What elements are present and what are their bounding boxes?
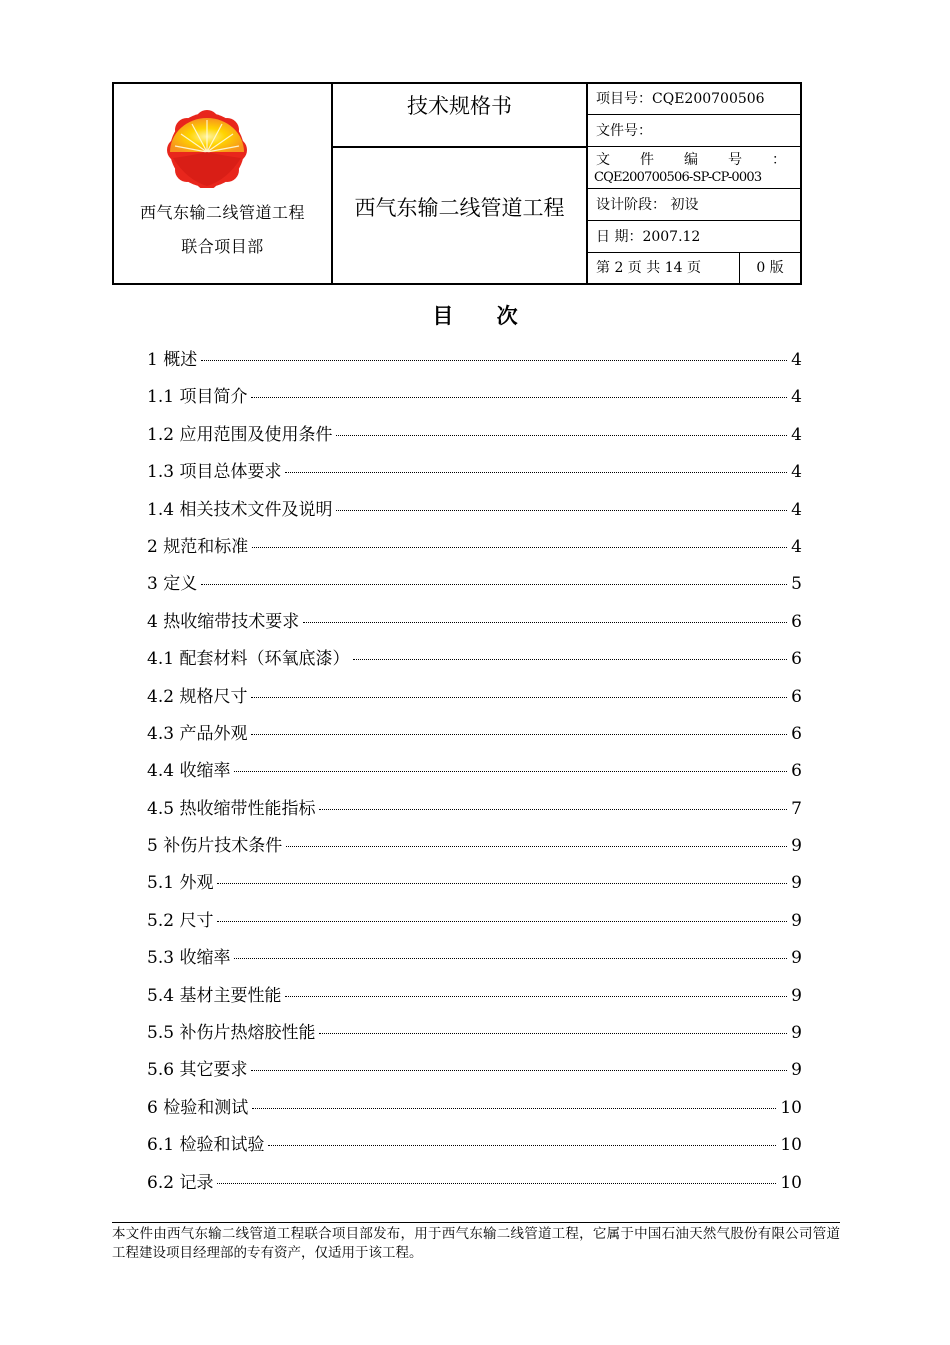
toc-entry-label: 4.4 收缩率	[147, 761, 231, 782]
document-info-cell	[588, 84, 800, 283]
toc-entry-page: 9	[791, 873, 802, 894]
toc-entry-page: 4	[791, 424, 802, 445]
page-info: 第 2 页 共 14 页	[588, 253, 740, 283]
toc-entry[interactable]	[147, 569, 802, 606]
toc-entry-page: 7	[791, 798, 802, 819]
toc-entry-label: 1.1 项目简介	[147, 387, 248, 408]
toc-leader-dots	[319, 1033, 787, 1034]
toc-entry-page: 4	[791, 350, 802, 370]
toc-leader-dots	[251, 697, 787, 698]
document-code-label: 文 件 编 号 ：	[596, 152, 786, 168]
organization-name: 西气东输二线管道工程	[139, 203, 305, 222]
toc-leader-dots	[336, 435, 787, 436]
toc-entry-label: 1.3 项目总体要求	[147, 462, 282, 483]
toc-entry-page: 6	[791, 649, 802, 670]
toc-entry-label: 4.1 配套材料（环氧底漆）	[147, 649, 350, 670]
toc-entry[interactable]	[147, 420, 802, 457]
toc-entry-label: 5.1 外观	[147, 873, 214, 894]
toc-leader-dots	[252, 1108, 776, 1109]
project-title: 西气东输二线管道工程	[354, 196, 565, 220]
toc-leader-dots	[285, 472, 787, 473]
toc-leader-dots	[285, 996, 787, 997]
toc-entry-page: 4	[791, 462, 802, 483]
toc-leader-dots	[319, 809, 787, 810]
footer-divider	[112, 1222, 840, 1223]
toc-entry-label: 5.5 补伤片热熔胶性能	[147, 1023, 316, 1044]
toc-entry-page: 4	[791, 536, 802, 557]
toc-entry-page: 9	[791, 948, 802, 969]
toc-entry-label: 1.4 相关技术文件及说明	[147, 499, 333, 520]
toc-entry-label: 2 规范和标准	[147, 536, 249, 557]
toc-entry-page: 9	[791, 1060, 802, 1081]
toc-entry[interactable]	[147, 868, 802, 905]
toc-leader-dots	[336, 510, 787, 511]
toc-entry[interactable]	[147, 794, 802, 831]
toc-entry-label: 1 概述	[147, 350, 198, 370]
petrochina-logo-icon	[165, 110, 249, 188]
toc-entry-page: 9	[791, 985, 802, 1006]
toc-leader-dots	[251, 1070, 787, 1071]
design-phase: 设计阶段： 初设	[588, 189, 800, 221]
toc-entry-label: 3 定义	[147, 574, 198, 595]
project-number: 项目号：CQE200700506	[588, 84, 800, 115]
toc-leader-dots	[286, 846, 787, 847]
toc-entry[interactable]	[147, 644, 802, 681]
document-code	[588, 147, 800, 189]
toc-leader-dots	[217, 921, 787, 922]
organization-unit: 联合项目部	[181, 237, 264, 256]
toc-entry-label: 4.3 产品外观	[147, 723, 248, 744]
toc-entry-page: 4	[791, 499, 802, 520]
toc-title: 目 次	[432, 303, 536, 328]
document-type: 技术规格书	[333, 84, 586, 148]
toc-entry-page: 6	[791, 686, 802, 707]
toc-entry[interactable]	[147, 981, 802, 1018]
toc-leader-dots	[234, 958, 787, 959]
toc-entry-page: 6	[791, 761, 802, 782]
toc-leader-dots	[234, 771, 787, 772]
toc-entry-page: 10	[780, 1172, 802, 1193]
toc-entry-label: 4.5 热收缩带性能指标	[147, 798, 316, 819]
toc-entry[interactable]	[147, 532, 802, 569]
toc-entry[interactable]	[147, 495, 802, 532]
page-version-row	[588, 253, 800, 283]
toc-entry-label: 5 补伤片技术条件	[147, 836, 283, 857]
toc-entry-page: 4	[791, 387, 802, 408]
toc-leader-dots	[252, 547, 787, 548]
toc-leader-dots	[217, 1183, 776, 1184]
toc-entry-label: 6.1 检验和试验	[147, 1135, 265, 1156]
toc-entry-label: 5.2 尺寸	[147, 910, 214, 931]
toc-entry-label: 1.2 应用范围及使用条件	[147, 424, 333, 445]
toc-entry-page: 9	[791, 836, 802, 857]
toc-entry-page: 5	[791, 574, 802, 595]
toc-entry-page: 6	[791, 723, 802, 744]
table-of-contents	[147, 345, 802, 1205]
toc-entry-label: 5.4 基材主要性能	[147, 985, 282, 1006]
toc-entry-label: 6.2 记录	[147, 1172, 214, 1193]
title-cell	[333, 84, 588, 283]
toc-entry[interactable]	[147, 906, 802, 943]
toc-entry-page: 10	[780, 1135, 802, 1156]
toc-entry[interactable]	[147, 457, 802, 494]
toc-leader-dots	[217, 883, 787, 884]
footer-notice: 本文件由西气东输二线管道工程联合项目部发布，用于西气东输二线管道工程，它属于中国石油天然气股份有限公司管道工程建设项目经理部的专有资产，仅适用于该工程。	[112, 1226, 840, 1261]
toc-entry[interactable]	[147, 1130, 802, 1167]
toc-leader-dots	[251, 734, 787, 735]
toc-entry[interactable]	[147, 719, 802, 756]
toc-entry[interactable]	[147, 756, 802, 793]
toc-entry[interactable]	[147, 831, 802, 868]
toc-entry[interactable]	[147, 682, 802, 719]
document-date: 日 期：2007.12	[588, 221, 800, 253]
toc-leader-dots	[201, 584, 787, 585]
toc-leader-dots	[201, 360, 787, 361]
toc-entry[interactable]	[147, 382, 802, 419]
toc-entry-page: 9	[791, 1023, 802, 1044]
toc-entry-label: 5.6 其它要求	[147, 1060, 248, 1081]
toc-entry-page: 6	[791, 611, 802, 632]
toc-entry[interactable]	[147, 345, 802, 382]
toc-leader-dots	[251, 397, 787, 398]
toc-leader-dots	[353, 659, 787, 660]
toc-entry[interactable]	[147, 1018, 802, 1055]
document-header-table	[112, 82, 802, 285]
toc-leader-dots	[303, 622, 787, 623]
toc-entry[interactable]	[147, 943, 802, 980]
toc-entry-label: 5.3 收缩率	[147, 948, 231, 969]
toc-entry-label: 6 检验和测试	[147, 1097, 249, 1118]
file-number: 文件号：	[588, 115, 800, 147]
document-code-value: CQE200700506-SP-CP-0003	[594, 170, 762, 185]
toc-entry-page: 10	[780, 1097, 802, 1118]
toc-entry-page: 9	[791, 910, 802, 931]
organization-cell	[114, 84, 333, 283]
version: 0 版	[756, 260, 784, 276]
toc-entry[interactable]	[147, 1055, 802, 1092]
toc-entry[interactable]	[147, 1168, 802, 1205]
toc-entry-label: 4.2 规格尺寸	[147, 686, 248, 707]
toc-leader-dots	[268, 1145, 776, 1146]
toc-entry[interactable]	[147, 607, 802, 644]
toc-entry[interactable]	[147, 1093, 802, 1130]
toc-entry-label: 4 热收缩带技术要求	[147, 611, 300, 632]
